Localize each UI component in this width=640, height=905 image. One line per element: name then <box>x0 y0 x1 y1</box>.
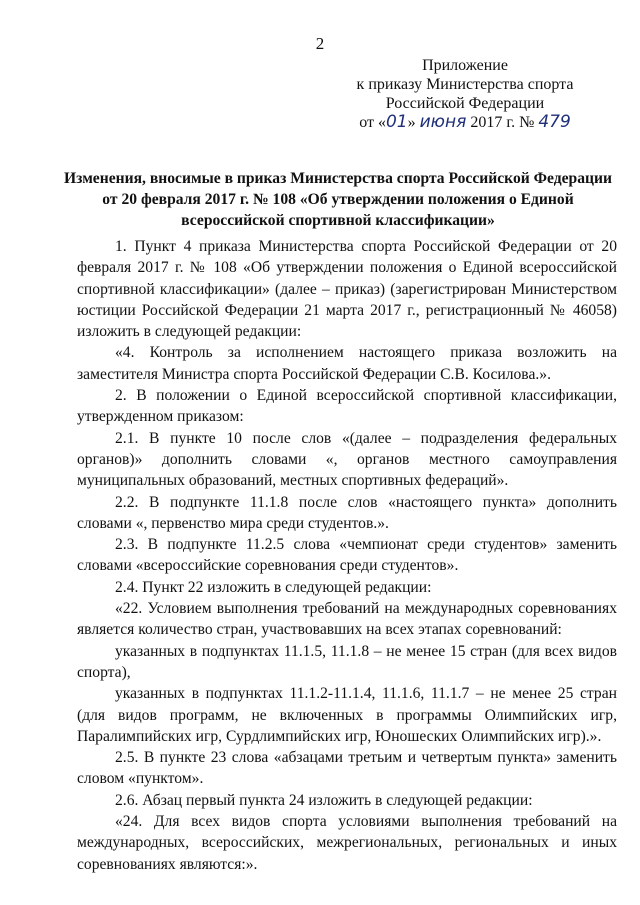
paragraph: 2.6. Абзац первый пункта 24 изложить в следующей редакции: <box>115 791 533 809</box>
paragraph: указанных в подпунктах 11.1.2-11.1.4, 11.1.6, 11.1.7 – не менее 25 стран (для видов программ, не включенных в программы Олимпийских игр, Паралимпийских игр, Сурдлимпийских игр, Юношеских Олимпийских игр).». <box>77 685 617 745</box>
paragraph: 2.3. В подпункте 11.2.5 слова «чемпионат среди студентов» заменить словами «всероссийские соревнования среди студентов». <box>77 536 617 575</box>
paragraph: «22. Условием выполнения требований на международных соревнованиях является количество стран, участвовавших на всех этапах соревнований: <box>77 600 617 639</box>
document-title: Изменения, вносимые в приказ Министерства спорта Российской Федерации от 20 февраля 2017 г. № 108 «Об утверждении положения о Единой всероссийской спортивной классификации» <box>64 170 612 229</box>
appendix-header <box>330 56 600 132</box>
paragraph: «4. Контроль за исполнением настоящего приказа возложить на заместителя Министра спорта Российской Федерации С.В. Косилова.». <box>77 344 617 383</box>
paragraph: 2.4. Пункт 22 изложить в следующей редакции: <box>115 578 432 596</box>
appendix-line-3: Российской Федерации <box>385 95 545 112</box>
paragraph: 1. Пункт 4 приказа Министерства спорта Российской Федерации от 20 февраля 2017 г. № 108 «Об утверждении положения о Единой всероссийской спортивной классификации» (далее – приказ) (зарегистрирован Министерством юстиции Российской Федерации 21 марта 2017 г., регистрационный № 46058) изложить в следующей редакции: <box>77 238 617 341</box>
date-year: 2017 г. № <box>466 114 539 131</box>
paragraph: 2.1. В пункте 10 после слов «(далее – подразделения федеральных органов)» дополнить словами «, органов местного самоуправления муниципальных образований, местных спортивных федераций». <box>77 429 617 490</box>
handwritten-day: 01 <box>385 112 408 132</box>
document-body <box>77 236 617 875</box>
paragraph: 2.5. В пункте 23 слова «абзацами третьим и четвертым пункта» заменить словом «пунктом». <box>77 749 617 788</box>
appendix-line-1: Приложение <box>422 57 508 74</box>
appendix-line-2: к приказу Министерства спорта <box>356 76 574 93</box>
paragraph: 2. В положении о Единой всероссийской спортивной классификации, утвержденном приказом: <box>77 387 617 426</box>
page-number: 2 <box>315 34 325 53</box>
handwritten-number: 479 <box>538 112 571 132</box>
handwritten-month: июня <box>419 112 467 132</box>
date-mid: » <box>407 114 420 131</box>
appendix-date-line <box>330 113 600 132</box>
paragraph: 2.2. В подпункте 11.1.8 после слов «настоящего пункта» дополнить словами «, первенство мира среди студентов.». <box>77 493 617 532</box>
date-prefix: от « <box>359 114 386 131</box>
paragraph: «24. Для всех видов спорта условиями выполнения требований на международных, всероссийских, межрегиональных, региональных и иных соревнованиях являются:». <box>77 813 617 873</box>
paragraph: указанных в подпунктах 11.1.5, 11.1.8 – не менее 15 стран (для всех видов спорта), <box>77 642 617 681</box>
